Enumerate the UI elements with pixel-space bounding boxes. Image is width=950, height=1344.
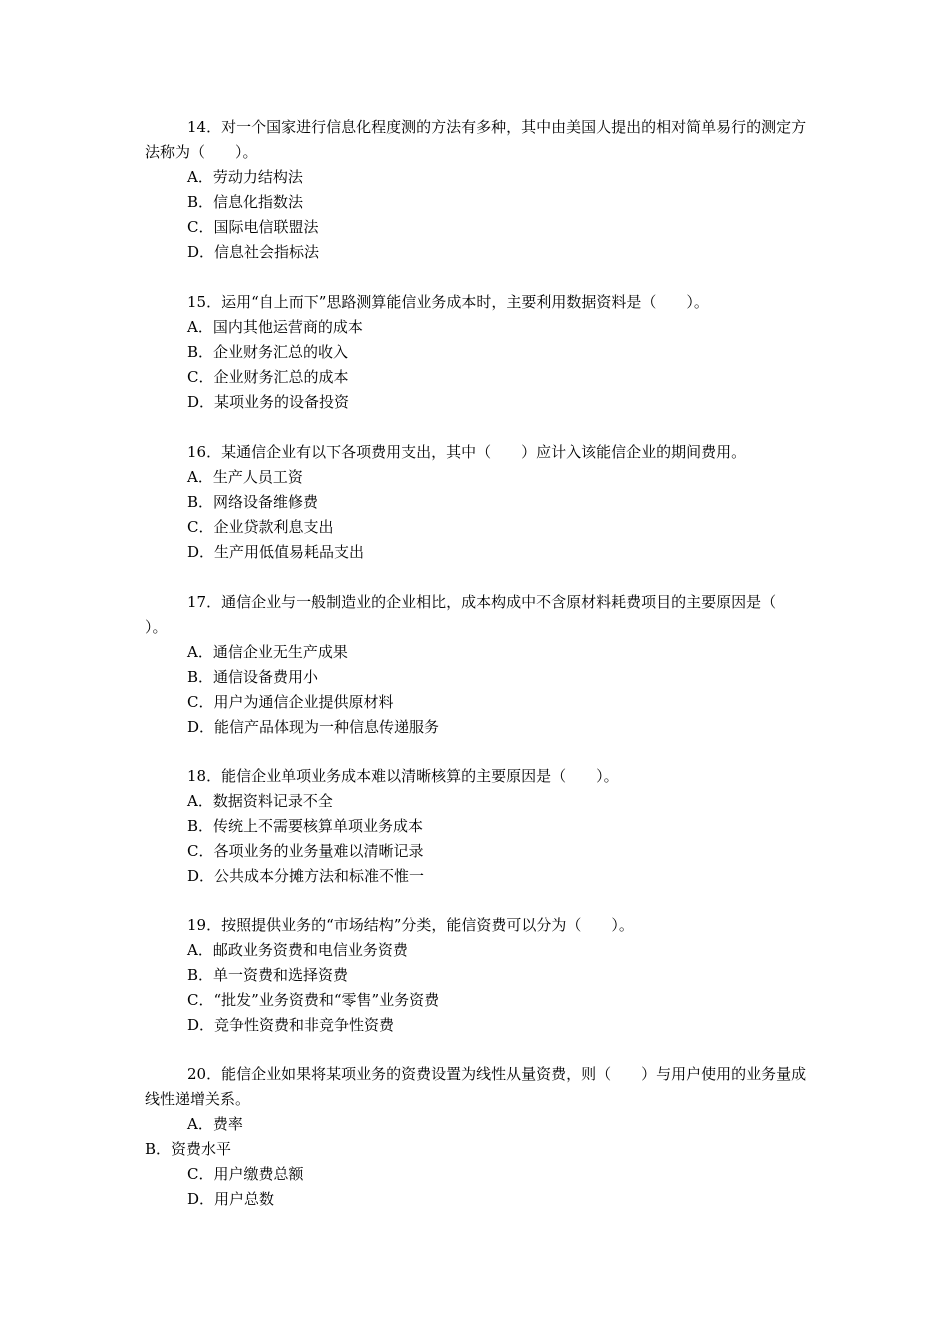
option-d: D．能信产品体现为一种信息传递服务 — [187, 718, 440, 736]
option-a: A．费率 — [187, 1115, 243, 1133]
option-d: D．竞争性资费和非竞争性资费 — [187, 1016, 395, 1034]
question-18 — [145, 764, 810, 889]
option-d: D．信息社会指标法 — [187, 243, 320, 261]
option-list — [145, 938, 810, 1038]
question-19 — [145, 913, 810, 1038]
option-a: A．生产人员工资 — [187, 468, 303, 486]
question-15 — [145, 290, 810, 415]
question-16 — [145, 440, 810, 565]
option-c: C．用户缴费总额 — [187, 1165, 304, 1183]
question-stem: 16．某通信企业有以下各项费用支出，其中（ ）应计入该能信企业的期间费用。 — [187, 443, 747, 461]
option-b: B．通信设备费用小 — [187, 668, 319, 686]
question-20 — [145, 1062, 810, 1212]
option-c: C．用户为通信企业提供原材料 — [187, 693, 394, 711]
option-b: B．网络设备维修费 — [187, 493, 319, 511]
question-stem: 20．能信企业如果将某项业务的资费设置为线性从量资费，则（ ）与用户使用的业务量成线性递增关系。 — [145, 1065, 807, 1108]
question-stem: 18．能信企业单项业务成本难以清晰核算的主要原因是（ ）。 — [187, 767, 619, 785]
option-a: A．数据资料记录不全 — [187, 792, 333, 810]
option-a: A．国内其他运营商的成本 — [187, 318, 363, 336]
option-d: D．用户总数 — [187, 1190, 275, 1208]
option-b: B．资费水平 — [145, 1140, 232, 1158]
option-c: C．国际电信联盟法 — [187, 218, 319, 236]
option-d: D．公共成本分摊方法和标准不惟一 — [187, 867, 425, 885]
option-a: A．劳动力结构法 — [187, 168, 303, 186]
option-b: B．企业财务汇总的收入 — [187, 343, 349, 361]
option-a: A．邮政业务资费和电信业务资费 — [187, 941, 408, 959]
option-a: A．通信企业无生产成果 — [187, 643, 348, 661]
option-c: C．企业贷款利息支出 — [187, 518, 334, 536]
question-stem: 14．对一个国家进行信息化程度测的方法有多种，其中由美国人提出的相对简单易行的测定方法称为（ ）。 — [145, 118, 807, 161]
option-b: B．信息化指数法 — [187, 193, 304, 211]
question-17 — [145, 590, 810, 740]
question-stem: 19．按照提供业务的“市场结构”分类，能信资费可以分为（ ）。 — [187, 916, 634, 934]
question-stem: 15．运用“自上而下”思路测算能信业务成本时，主要利用数据资料是（ ）。 — [187, 293, 709, 311]
option-b: B．传统上不需要核算单项业务成本 — [187, 817, 424, 835]
option-list — [145, 640, 810, 740]
option-c: C．“批发”业务资费和“零售”业务资费 — [187, 991, 440, 1009]
option-list — [145, 1112, 810, 1212]
option-list — [145, 165, 810, 265]
option-list — [145, 315, 810, 415]
option-list — [145, 789, 810, 889]
option-d: D．生产用低值易耗品支出 — [187, 543, 365, 561]
option-d: D．某项业务的设备投资 — [187, 393, 350, 411]
option-list — [145, 465, 810, 565]
question-stem: 17．通信企业与一般制造业的企业相比，成本构成中不含原材料耗费项目的主要原因是（ ）。 — [145, 593, 807, 636]
option-c: C．企业财务汇总的成本 — [187, 368, 349, 386]
question-14 — [145, 115, 810, 265]
option-b: B．单一资费和选择资费 — [187, 966, 349, 984]
option-c: C．各项业务的业务量难以清晰记录 — [187, 842, 424, 860]
